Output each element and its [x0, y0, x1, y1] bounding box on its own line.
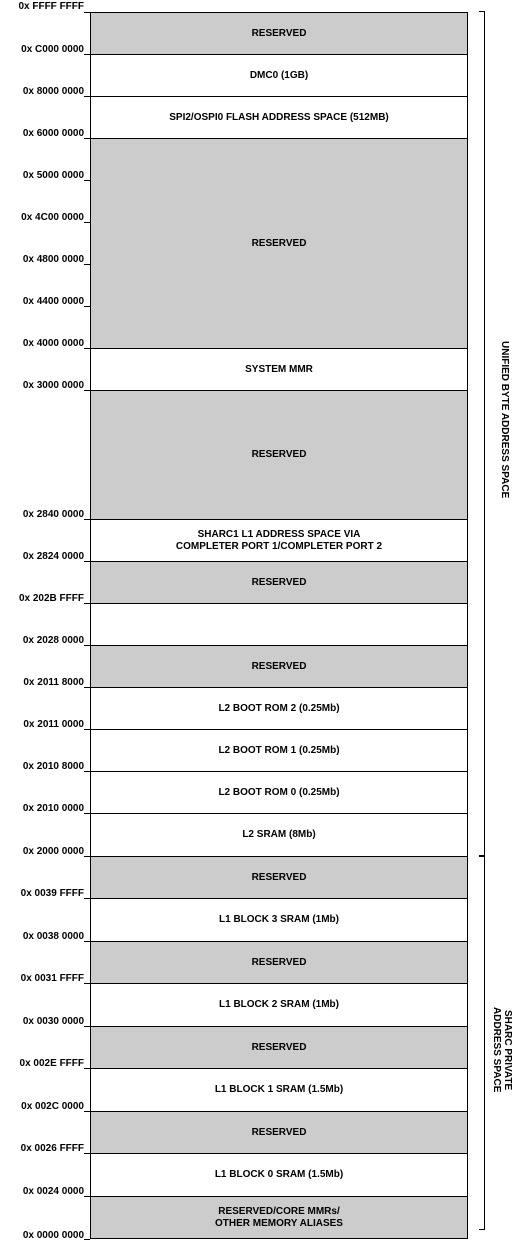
address-label: 0x 2028 0000 — [22, 635, 84, 646]
address-label: 0x 2010 0000 — [22, 803, 84, 814]
memory-region — [90, 813, 468, 856]
address-label: 0x 6000 0000 — [22, 128, 84, 139]
region-label: DMC0 (1GB) — [249, 69, 309, 81]
region-label: RESERVED — [251, 660, 307, 672]
memory-region — [90, 348, 468, 390]
reserved-region — [90, 645, 468, 687]
region-label: L1 BLOCK 3 SRAM (1Mb) — [219, 914, 339, 925]
sharc-space-label: SHARC PRIVATE ADDRESS SPACE — [491, 1007, 513, 1093]
region-label: SHARC1 L1 ADDRESS SPACE VIA COMPLETER PORT 1/COMPLETER PORT 2 — [175, 528, 383, 552]
address-label: 0x 2000 0000 — [22, 846, 84, 857]
address-label: 0x 0026 FFFF — [20, 1143, 84, 1154]
memory-region — [90, 603, 468, 645]
address-label: 0x 2010 8000 — [22, 761, 84, 772]
address-label: 0x 4400 0000 — [22, 296, 84, 307]
region-label: RESERVED — [251, 576, 307, 588]
address-label: 0x 8000 0000 — [22, 86, 84, 97]
memory-region — [90, 1153, 468, 1196]
address-label: 0x 4000 0000 — [22, 338, 84, 349]
region-label: L2 BOOT ROM 0 (0.25Mb) — [218, 786, 340, 798]
memory-region — [90, 96, 468, 138]
reserved-region — [90, 138, 468, 348]
region-label: SYSTEM MMR — [245, 363, 313, 375]
unified-space-label: UNIFIED BYTE ADDRESS SPACE — [499, 341, 510, 499]
region-label: RESERVED — [251, 1041, 307, 1053]
reserved-region — [90, 1026, 468, 1068]
region-label: L1 BLOCK 0 SRAM (1.5Mb) — [214, 1169, 344, 1180]
address-label: 0x 202B FFFF — [18, 593, 84, 604]
address-label: 0x 0031 FFFF — [20, 973, 84, 984]
address-label: 0x 002E FFFF — [19, 1058, 84, 1069]
reserved-region — [90, 1196, 468, 1239]
address-label: 0x 0030 0000 — [22, 1016, 84, 1027]
memory-region — [90, 771, 468, 813]
region-label: L2 SRAM (8Mb) — [242, 829, 316, 840]
unified-space-bracket — [479, 11, 485, 856]
reserved-region — [90, 941, 468, 983]
address-label: 0x 2840 0000 — [22, 509, 84, 520]
address-label: 0x 2824 0000 — [22, 551, 84, 562]
sharc-space-bracket — [479, 856, 485, 1230]
region-label: RESERVED — [251, 27, 307, 39]
memory-region — [90, 54, 468, 96]
reserved-region — [90, 856, 468, 898]
region-label: L2 BOOT ROM 1 (0.25Mb) — [218, 744, 340, 756]
region-label: L1 BLOCK 2 SRAM (1Mb) — [219, 999, 339, 1010]
reserved-region — [90, 12, 468, 54]
address-label: 0x 4C00 0000 — [21, 212, 84, 223]
region-label: RESERVED — [251, 956, 307, 968]
address-label: 0x 2011 0000 — [23, 719, 84, 730]
memory-region — [90, 687, 468, 729]
address-label: 0x 2011 8000 — [23, 677, 84, 688]
region-label: L2 BOOT ROM 2 (0.25Mb) — [218, 702, 340, 714]
memory-region — [90, 983, 468, 1026]
reserved-region — [90, 1111, 468, 1153]
address-label: 0x C000 0000 — [21, 44, 84, 55]
address-label: 0x 002C 0000 — [21, 1101, 84, 1112]
region-label: RESERVED — [251, 449, 307, 460]
region-label: RESERVED/CORE MMRs/ OTHER MEMORY ALIASES — [215, 1205, 343, 1229]
memory-region — [90, 519, 468, 561]
address-label: 0x 4800 0000 — [22, 254, 84, 265]
address-label: 0x FFFF FFFF — [18, 1, 84, 12]
region-label: RESERVED — [251, 1126, 307, 1138]
memory-region — [90, 898, 468, 941]
address-label: 0x 0038 0000 — [22, 931, 84, 942]
reserved-region — [90, 390, 468, 519]
address-label: 0x 5000 0000 — [22, 170, 84, 181]
address-label: 0x 0039 FFFF — [20, 888, 84, 899]
address-label: 0x 0024 0000 — [22, 1186, 84, 1197]
address-label: 0x 0000 0000 — [22, 1230, 84, 1241]
address-label: 0x 3000 0000 — [22, 380, 84, 391]
memory-region — [90, 1068, 468, 1111]
region-label: RESERVED — [251, 237, 307, 249]
region-label: L1 BLOCK 1 SRAM (1.5Mb) — [214, 1084, 344, 1095]
memory-region — [90, 729, 468, 771]
region-label: SPI2/OSPI0 FLASH ADDRESS SPACE (512MB) — [169, 111, 389, 123]
reserved-region — [90, 561, 468, 603]
region-label: RESERVED — [251, 871, 307, 883]
